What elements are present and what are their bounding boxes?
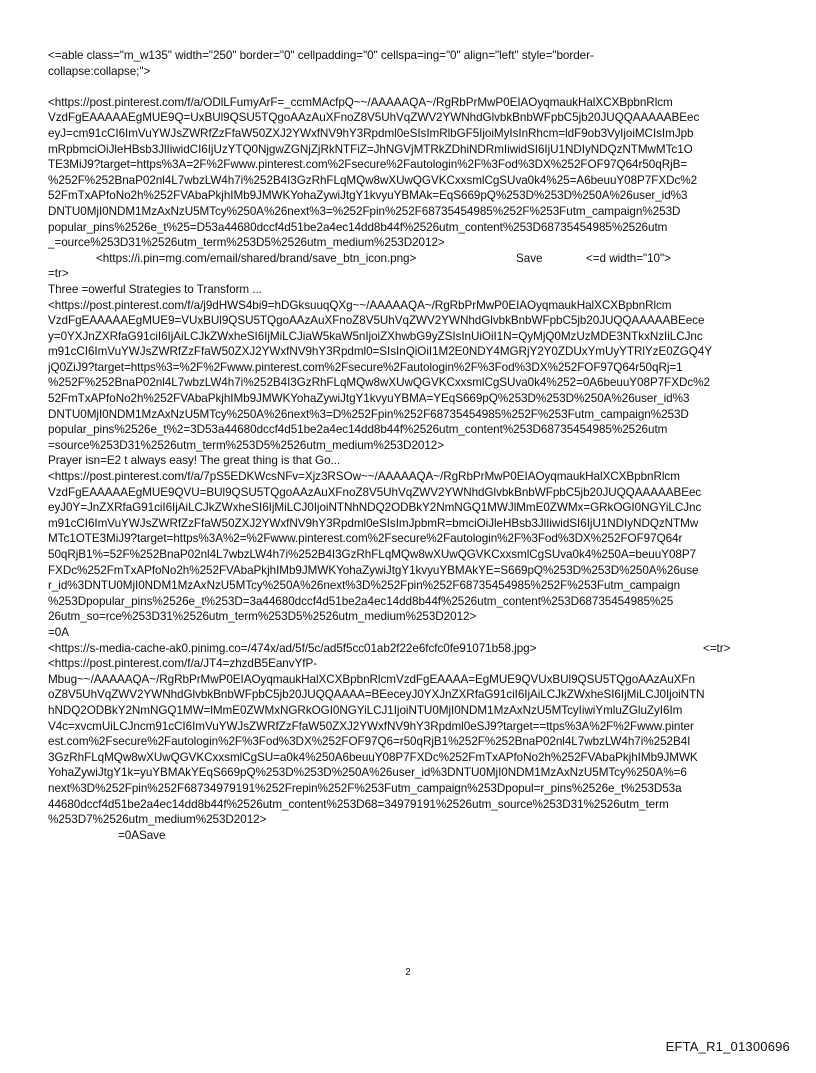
pin-link-line[interactable]: <https://post.pinterest.com/f/a/JT4=zhzdB5EanvYfP-: [48, 657, 318, 671]
bates-number: EFTA_R1_01300696: [665, 1039, 790, 1054]
html-table-tag-line: collapse:collapse;">: [48, 64, 151, 78]
pin-link-line: mRpbmciOiJleHBsb3JlIiwidCI6IjUzYTQ0NjgwZGNjZjRkNTFiZ=JhNGVjMTRkZDhiNDRmIiwidSI6IjU1NDIyNDQzNTMwMTc1O: [48, 142, 693, 156]
tr-close-tag: =tr>: [48, 267, 69, 281]
pin-link-line: MTc1OTE3MiJ9?target=https%3A%2=%2Fwww.pinterest.com%2Fsecure%2Fautologin%2F%3Fod%3DX%252FOF97Q64r: [48, 532, 683, 546]
save-button-row: [48, 251, 773, 267]
pin-link-line: popular_pins%2526e_t%2=3D53a44680dccf4d51be2a4ec14dd8b44f%2526utm_content%253D68735454985%2526utm: [48, 423, 668, 437]
pin-link-line: est.com%2Fsecure%2Fautologin%2F%3Fod%3DX%252FOF97Q6=r50qRjB1%252F%252BnaP02nl4L7wbzLW4h7i%252B4I: [48, 735, 691, 749]
pin-link-line: m91cCI6ImVuYWJsZWRfZzFfaW50ZXJ2YWxfNV9hY3Rpdml0=SIsInQiOiI1M2E0NDY4MGRjY2Y0ZDUxYmUyYTRlYzE0ZGQ4Y: [48, 345, 713, 359]
pin-link-line: next%3D%252Fpin%252F68734979191%252Frepin%252F%253Futm_campaign%253Dpopul=r_pins%2526e_t%253D53a: [48, 781, 682, 795]
tr-tag: <=tr>: [703, 641, 731, 655]
pin-link-line: 50qRjB1%=52F%252BnaP02nl4L7wbzLW4h7i%252B4I3GzRhFLqMQw8wXUwQGVKCxxsmlCgSUva0k4%250A=beuuY08P7: [48, 548, 697, 561]
pin-link-line: r_id%3DNTU0MjI0NDM1MzAxNzU5MTcy%250A%26next%3D%252Fpin%252F68735454985%252F%253Futm_campaign: [48, 579, 681, 593]
image-link-row: [48, 641, 773, 657]
pin-link-line: DNTU0MjI0NDM1MzAxNzU5MTcy%250A%26next%3=D%252Fpin%252F68735454985%252F%253Futm_campaign%253D: [48, 407, 689, 421]
pin-link-line[interactable]: <https://post.pinterest.com/f/a/j9dHWS4bi9=hDGksuuqQXg~~/AAAAAQA~/RgRbPrMwP0EIAOyqmaukHalXCXBpbnRlcm: [48, 298, 672, 312]
pin-link-line: y=0YXJnZXRfaG91ciI6IjAiLCJkZWxheSI6IjMiLCJiaW5kaW5nIjoiZXhwbG9yZSIsInUiOiI1N=QyMjQ0MzUzMDE3NTkxNzIiLCJnc: [48, 329, 703, 343]
pin-link-line: %252F%252BnaP02nl4L7wbzLW4h7i%252B4I3GzRhFLqMQw8wXUwQGVKCxxsmlCgSUva0k4%252=0A6beuuY08P7FXDc%2: [48, 376, 710, 390]
pin-link-line: VzdFgEAAAAAEgMUE9=VUxBUl9QSU5TQgoAAzAuXFnoZ8V5UhVqZWV2YWNhdGlvbkBnbWFpbC5jb20JUQQAAAAABEece: [48, 314, 705, 328]
html-table-tag-line: <=able class="m_w135" width="250" border="0" cellpadding="0" cellspa=ing="0" align="left" style="border-: [48, 49, 594, 62]
pin-title: Prayer isn=E2 t always easy! The great thing is that Go...: [48, 454, 341, 468]
pin-link-line: FXDc%252FmTxAPfoNo2h%252FVAbaPkjhIMb9JMWKYohaZywiJtgY1kvyuYBMAkYE=S669pQ%253D%253D%250A%26use: [48, 563, 699, 577]
pin-link-line: 3GzRhFLqMQw8wXUwQGVKCxxsmlCgSU=a0k4%250A6beuuY08P7FXDc%252FmTxAPfoNo2h%252FVAbaPkjhIMb9JMWK: [48, 750, 698, 764]
pin-link-line: jQ0ZiJ9?target=https%3=%2F%2Fwww.pinterest.com%2Fsecure%2Fautologin%2F%3Fod%3DX%252FOF97Q64r50qRj=1: [48, 360, 683, 374]
save-icon-link[interactable]: <https://i.pin=mg.com/email/shared/brand/save_btn_icon.png>: [96, 251, 417, 265]
pin-link-line: TE3MiJ9?target=https%3A=2F%2Fwww.pinterest.com%2Fsecure%2Fautologin%2F%3Fod%3DX%252FOF97Q64r50qRjB=: [48, 158, 688, 172]
save-label[interactable]: Save: [516, 251, 543, 265]
pin-link-line: Mbug~~/AAAAAQA~/RgRbPrMwP0EIAOyqmaukHalXCXBpbnRlcmVzdFgEAAAA=EgMUE9QVUxBUl9QSU5TQgoAAzAuXFn: [48, 672, 695, 686]
pin-link-line[interactable]: <https://post.pinterest.com/f/a/7pS5EDKWcsNFv=Xjz3RSOw~~/AAAAAQA~/RgRbPrMwP0EIAOyqmaukHalXCXBpbnRlcm: [48, 470, 680, 484]
pin-link-line: =source%253D31%2526utm_term%253D5%2526utm_medium%253D2012>: [48, 438, 445, 452]
pin-link-line: YohaZywiJtgY1k=yuYBMAkYEqS669pQ%253D%253D%250A%26user_id%3DNTU0MjI0NDM1MzAxNzU5MTcy%250A%=6: [48, 766, 687, 780]
encoded-newline: =0A: [48, 625, 69, 639]
pin-link-line: eyJ0Y=JnZXRfaG91ciI6IjAiLCJkZWxheSI6IjMiLCJ0IjoiNTNhNDQ2ODBkY2NmNGQ1MWJlMmE0ZWMx=GRkOGI0NGYiLCJnc: [48, 501, 702, 515]
pin-link-line: 52FmTxAPfoNo2h%252FVAbaPkjhIMb9JMWKYohaZywiJtgY1kvyuYBMA=YEqS669pQ%253D%253D%250A%26user_id%3: [48, 392, 690, 406]
pin-link-line: m91cCI6ImVuYWJsZWRfZzFfaW50ZXJ2YWxfNV9hY3Rpdml0eSIsImJpbmR=bmciOiJleHBsb3JlIiwidSI6IjU1NDIyNDQzNTMw: [48, 516, 699, 530]
pin-link-line: 26utm_so=rce%253D31%2526utm_term%253D5%2526utm_medium%253D2012>: [48, 610, 477, 624]
pin-link-line[interactable]: <https://post.pinterest.com/f/a/ODlLFumyArF=_ccmMAcfpQ~~/AAAAAQA~/RgRbPrMwP0EIAOyqmaukHalXCXBpbnRlcm: [48, 95, 673, 109]
pin-link-line: hNDQ2ODBkY2NmNGQ1MW=lMmE0ZWMxNGRkOGI0NGYiLCJ1IjoiNTU0MjI0NDM1MzAxNzU5MTcyIiwiYmluZGluZyI6Im: [48, 703, 683, 717]
pin-link-line: 44680dccf4d51be2a4ec14dd8b44f%2526utm_content%253D68=34979191%2526utm_source%253D31%2526utm_term: [48, 797, 669, 811]
email-source-page: [48, 48, 773, 843]
pin-link-line: _=ource%253D31%2526utm_term%253D5%2526utm_medium%253D2012>: [48, 236, 445, 250]
pin-link-line: VzdFgEAAAAAEgMUE9QVU=BUl9QSU5TQgoAAzAuXFnoZ8V5UhVqZWV2YWNhdGlvbkBnbWFpbC5jb20JUQQAAAAABEec: [48, 485, 702, 499]
pin-link-line: popular_pins%2526e_t%25=D53a44680dccf4d51be2a4ec14dd8b44f%2526utm_content%253D68735454985%2526utm: [48, 220, 668, 234]
page-number: 2: [405, 967, 411, 978]
save-text[interactable]: =0ASave: [118, 828, 166, 842]
pin-link-line: %253D7%2526utm_medium%253D2012>: [48, 813, 267, 827]
td-tag: <=d width="10">: [586, 251, 671, 265]
pin-link-line: %253Dpopular_pins%2526e_t%253D=3a44680dccf4d51be2a4ec14dd8b44f%2526utm_content%253D68735454985%25: [48, 594, 674, 608]
pin-link-line: V4c=xvcmUiLCJncm91cCI6ImVuYWJsZWRfZzFfaW50ZXJ2YWxfNV9hY3Rpdml0eSJ9?target==ttps%3A%2F%2Fwww.pinter: [48, 719, 694, 733]
pin-link-line: eyJ=cm91cCI6ImVuYWJsZWRfZzFfaW50ZXJ2YWxfNV9hY3Rpdml0eSIsImRlbGF5IjoiMyIsInRhcm=ldF9ob3VyIjoiMCIsImJpb: [48, 126, 694, 140]
pin-link-line: %252F%252BnaP02nl4L7wbzLW4h7i%252B4I3GzRhFLqMQw8wXUwQGVKCxxsmlCgSUva0k4%25=A6beuuY08P7FXDc%2: [48, 173, 698, 187]
pin-link-line: 52FmTxAPfoNo2h%252FVAbaPkjhIMb9JMWKYohaZywiJtgY1kvyuYBMAk=EqS669pQ%253D%253D%250A%26user_id%3: [48, 189, 688, 203]
pin-link-line: DNTU0MjI0NDM1MzAxNzU5MTcy%250A%26next%3=%252Fpin%252F68735454985%252F%253Futm_campaign%253D: [48, 204, 681, 218]
pin-title: Three =owerful Strategies to Transform ...: [48, 282, 262, 296]
pin-link-line: oZ8V5UhVqZWV2YWNhdGlvbkBnbWFpbC5jb20JUQQAAAA=BEeceyJ0YXJnZXRfaG91ciI6IjAiLCJkZWxheSI6IjMiLCJ0IjoiNTN: [48, 688, 705, 702]
pin-image-link[interactable]: <https://s-media-cache-ak0.pinimg.co=/474x/ad/5f/5c/ad5f5cc01ab2f22e6fcfc0fe91071b58.jpg>: [48, 641, 537, 655]
pin-link-line: VzdFgEAAAAAEgMUE9Q=UxBUl9QSU5TQgoAAzAuXFnoZ8V5UhVqZWV2YWNhdGlvbkBnbWFpbC5jb20JUQQAAAAABEec: [48, 111, 700, 125]
